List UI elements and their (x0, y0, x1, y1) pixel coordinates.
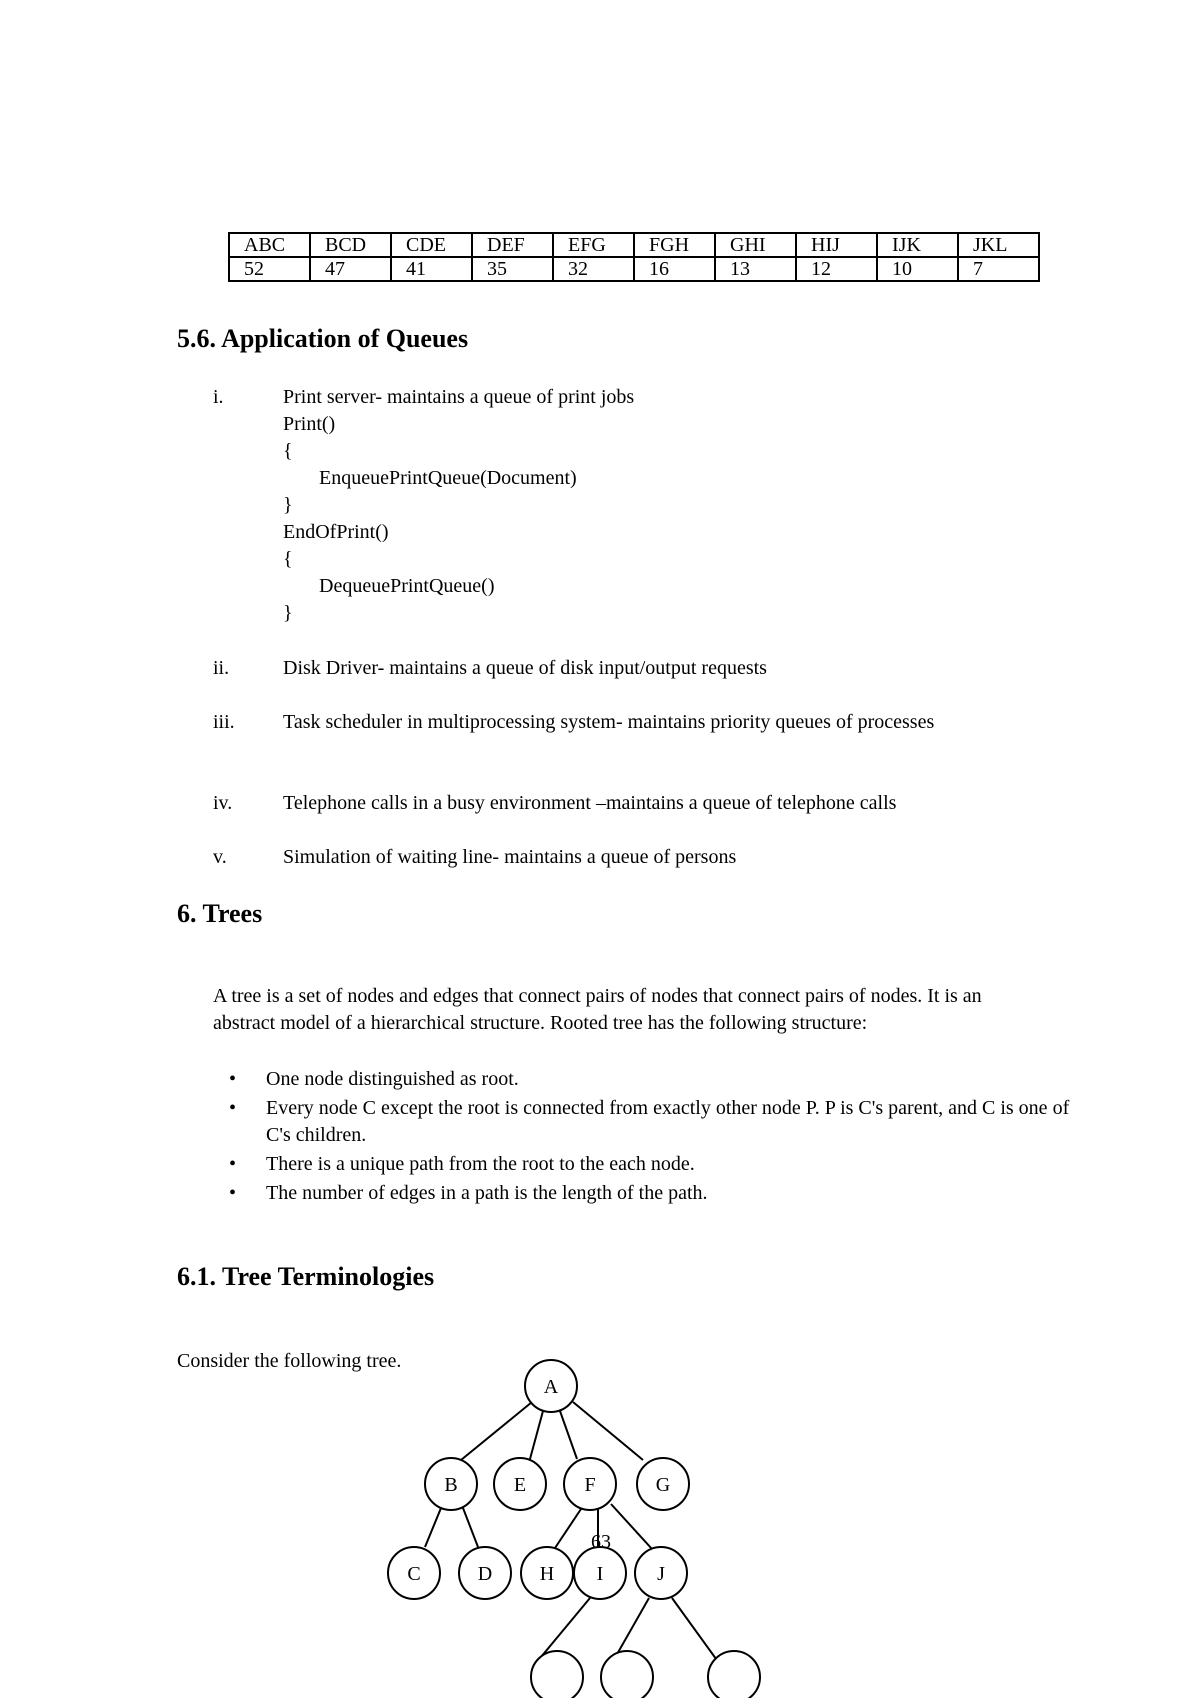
list-number: i. (213, 386, 224, 408)
table-cell: HIJ (796, 233, 877, 257)
list-item-text: Print server- maintains a queue of print jobs (283, 386, 635, 408)
table-cell: CDE (391, 233, 472, 257)
table-cell: 47 (310, 257, 391, 281)
tree-node-label: H (539, 1563, 555, 1585)
tree-edge (530, 1411, 543, 1459)
tree-edge (560, 1411, 577, 1459)
list-item-text: Telephone calls in a busy environment –maintains a queue of telephone calls (283, 792, 897, 814)
table-cell: BCD (310, 233, 391, 257)
tree-node-label: G (655, 1474, 671, 1496)
tree-edge (425, 1508, 441, 1547)
list-number: ii. (213, 657, 230, 679)
tree-node-empty (708, 1651, 760, 1698)
bullet-text: There is a unique path from the root to the each node. (266, 1153, 695, 1175)
code-line: Print() (283, 413, 336, 435)
tree-edge (611, 1504, 652, 1549)
bullet-text: The number of edges in a path is the length of the path. (266, 1182, 708, 1204)
section-heading-terminology: 6.1. Tree Terminologies (177, 1262, 435, 1291)
tree-node-label: C (407, 1563, 421, 1585)
list-number: iv. (213, 792, 233, 814)
table-cell: DEF (472, 233, 553, 257)
code-line: EnqueuePrintQueue(Document) (319, 467, 577, 489)
tree-nodes (388, 1360, 760, 1698)
tree-edges (425, 1402, 719, 1663)
tree-intro-text: Consider the following tree. (177, 1350, 402, 1372)
table-cell: 41 (391, 257, 472, 281)
code-line: { (283, 548, 293, 570)
tree-node-label: B (444, 1474, 458, 1496)
table-cell: ABC (229, 233, 310, 257)
table-cell: 32 (553, 257, 634, 281)
page-number: 63 (591, 1531, 611, 1553)
bullet-icon: • (229, 1068, 237, 1090)
table-cell: 35 (472, 257, 553, 281)
list-number: iii. (213, 711, 235, 733)
code-line: { (283, 440, 293, 462)
tree-edge (573, 1402, 643, 1460)
bullet-icon: • (229, 1182, 237, 1204)
table-cell: 10 (877, 257, 958, 281)
tree-edge (463, 1508, 478, 1547)
table-cell: 13 (715, 257, 796, 281)
bullet-text: One node distinguished as root. (266, 1068, 519, 1090)
tree-node-label: A (543, 1376, 559, 1398)
table-cell: FGH (634, 233, 715, 257)
tree-edge (672, 1598, 719, 1663)
tree-node-label: E (513, 1474, 527, 1496)
bullet-icon: • (229, 1097, 237, 1119)
table-cell: IJK (877, 233, 958, 257)
table-cell: 12 (796, 257, 877, 281)
bullet-text: Every node C except the root is connected from exactly other node P. P is C's parent, and C is one of C's children. (266, 1097, 1070, 1146)
tree-node-empty (531, 1651, 583, 1698)
table-cell: 7 (958, 257, 1039, 281)
table-cell: EFG (553, 233, 634, 257)
bullet-icon: • (229, 1153, 237, 1175)
tree-node-label: D (477, 1563, 493, 1585)
code-line: } (283, 494, 293, 516)
code-line: EndOfPrint() (283, 521, 389, 543)
list-item-text: Disk Driver- maintains a queue of disk input/output requests (283, 657, 767, 679)
list-item-text: Task scheduler in multiprocessing system- maintains priority queues of processes (283, 711, 935, 733)
tree-node-empty (601, 1651, 653, 1698)
tree-edge (461, 1402, 532, 1460)
list-number: v. (213, 846, 227, 868)
code-line: DequeuePrintQueue() (319, 575, 495, 597)
tree-node-label: J (657, 1563, 665, 1585)
table-cell: GHI (715, 233, 796, 257)
tree-node-label: I (596, 1563, 604, 1585)
list-item-text: Simulation of waiting line- maintains a queue of persons (283, 846, 737, 868)
table-cell: 52 (229, 257, 310, 281)
tree-node-label: F (584, 1474, 596, 1496)
code-line: } (283, 602, 293, 624)
section-heading-trees: 6. Trees (177, 899, 263, 928)
table-cell: JKL (958, 233, 1039, 257)
tree-definition-paragraph: A tree is a set of nodes and edges that connect pairs of nodes that connect pairs of nodes. It is an abstract model of a hierarchical structure. Rooted tree has the following structure: (213, 985, 982, 1034)
tree-edge (555, 1509, 581, 1548)
table-cell: 16 (634, 257, 715, 281)
section-heading-queues: 5.6. Application of Queues (177, 324, 469, 353)
